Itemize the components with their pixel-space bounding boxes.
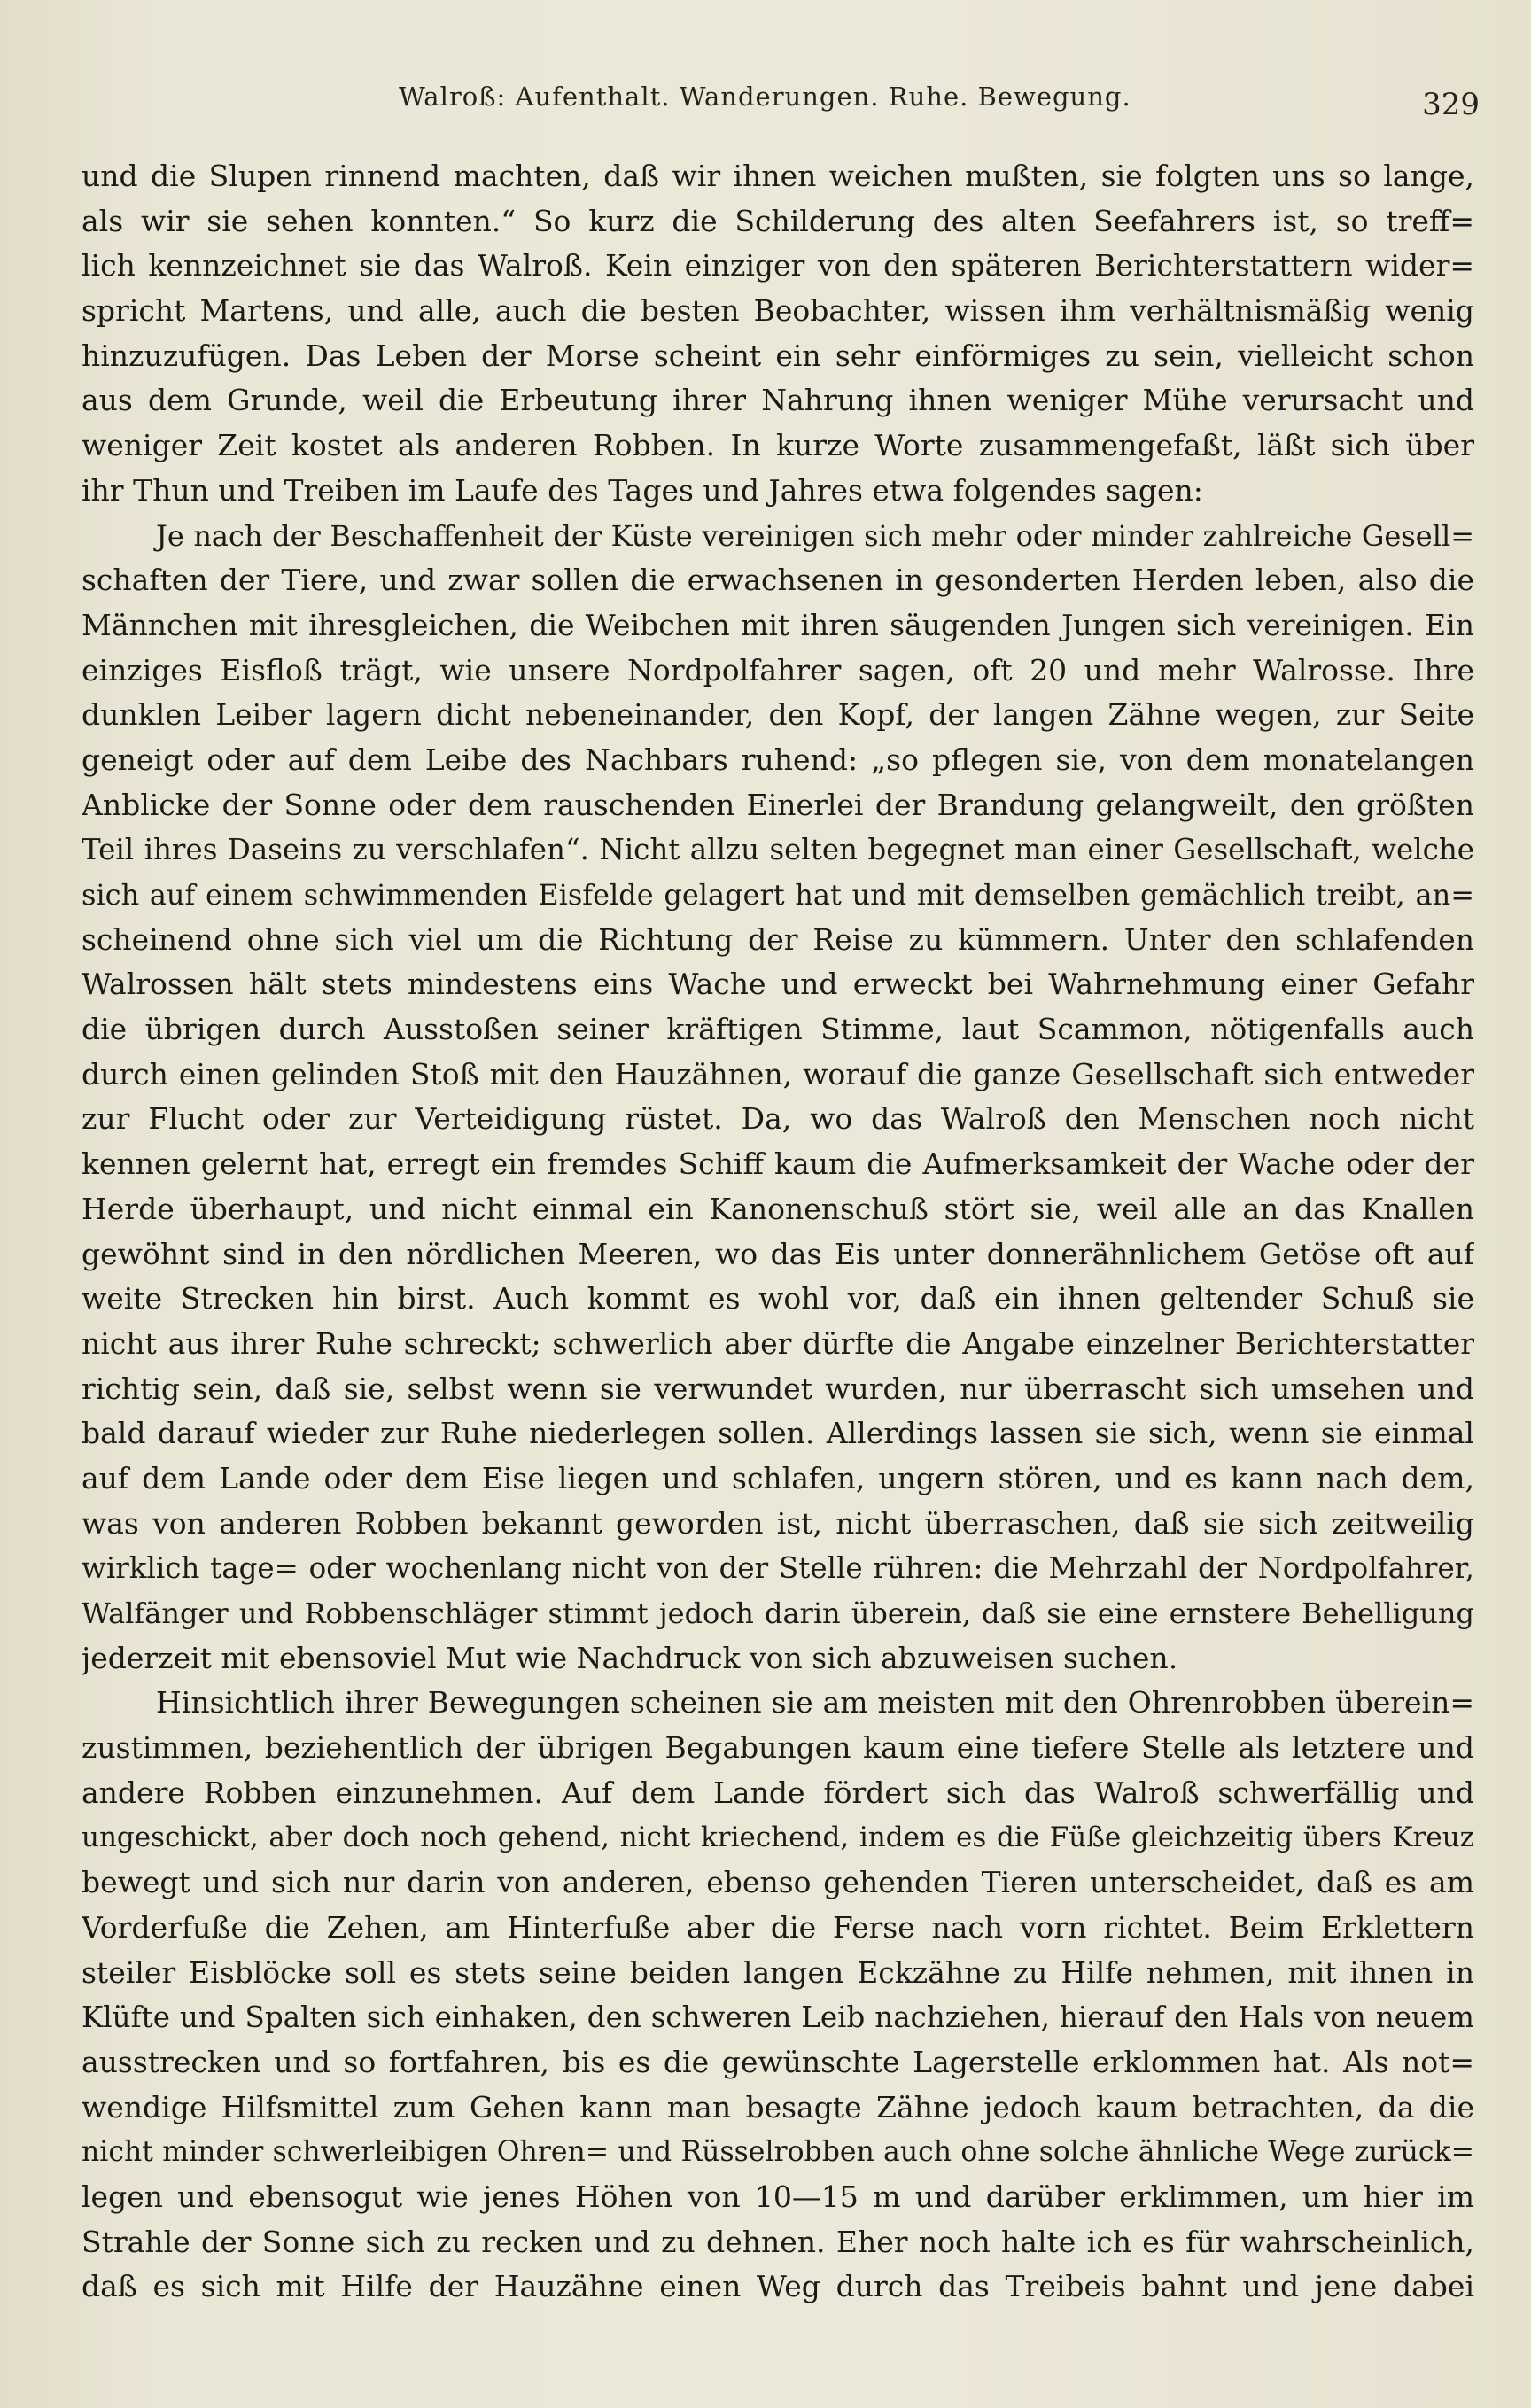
text-line: weite Strecken hin birst. Auch kommt es wohl vor, daß ein ihnen geltender Schuß sie (82, 1281, 1474, 1317)
text-line: Teil ihres Daseins zu verschlafen“. Nicht allzu selten begegnet man einer Gesellschaft, welche (82, 833, 1474, 867)
body-text (82, 154, 1474, 2310)
text-line: Je nach der Beschaffenheit der Küste vereinigen sich mehr oder minder zahlreiche Gesell= (156, 518, 1474, 553)
text-line: andere Robben einzunehmen. Auf dem Lande fördert sich das Walroß schwerfällig und (82, 1775, 1474, 1810)
text-line: jederzeit mit ebensoviel Mut wie Nachdruck von sich abzuweisen suchen. (82, 1640, 1178, 1675)
text-line: nicht minder schwerleibigen Ohren= und Rüsselrobben auch ohne solche ähnliche Wege zurück= (82, 2136, 1474, 2169)
text-line: wirklich tage= oder wochenlang nicht von der Stelle rühren: die Mehrzahl der Nordpolfahrer, (82, 1551, 1474, 1586)
text-line: gewöhnt sind in den nördlichen Meeren, wo das Eis unter donnerähnlichem Getöse oft auf (82, 1236, 1474, 1271)
text-line: steiler Eisblöcke soll es stets seine beiden langen Eckzähne zu Hilfe nehmen, mit ihnen in (82, 1954, 1474, 1990)
text-line: dunklen Leiber lagern dicht nebeneinander, den Kopf, der langen Zähne wegen, zur Seite (82, 697, 1474, 733)
text-line: zur Flucht oder zur Verteidigung rüstet. Da, wo das Walroß den Menschen noch nicht (82, 1101, 1474, 1137)
running-head: Walroß: Aufenthalt. Wanderungen. Ruhe. Bewegung. (399, 82, 1131, 112)
text-line: ihr Thun und Treiben im Laufe des Tages und Jahres etwa folgendes sagen: (82, 472, 1203, 508)
text-line: Herde überhaupt, und nicht einmal ein Kanonenschuß stört sie, weil alle an das Knallen (82, 1191, 1474, 1226)
text-line: als wir sie sehen konnten.“ So kurz die Schilderung des alten Seefahrers ist, so treff= (82, 203, 1474, 238)
text-line: Walfänger und Robbenschläger stimmt jedoch darin überein, daß sie eine ernstere Behelligung (82, 1596, 1474, 1630)
text-line: Männchen mit ihresgleichen, die Weibchen mit ihren säugenden Jungen sich vereinigen. Ein (82, 607, 1474, 642)
text-line: durch einen gelinden Stoß mit den Hauzähnen, worauf die ganze Gesellschaft sich entweder (82, 1056, 1474, 1091)
text-line: Walrossen hält stets mindestens eins Wache und erweckt bei Wahrnehmung einer Gefahr (82, 967, 1474, 1002)
text-line: legen und ebensogut wie jenes Höhen von 10—15 m und darüber erklimmen, um hier im (82, 2179, 1474, 2214)
text-line: zustimmen, beziehentlich der übrigen Begabungen kaum eine tiefere Stelle als letztere und (82, 1730, 1474, 1766)
text-line: und die Slupen rinnend machten, daß wir ihnen weichen mußten, sie folgten uns so lange, (82, 159, 1474, 193)
text-line: Vorderfuße die Zehen, am Hinterfuße aber die Ferse nach vorn richtet. Beim Erklettern (82, 1909, 1474, 1945)
text-line: sich auf einem schwimmenden Eisfelde gelagert hat und mit demselben gemächlich treibt, an= (82, 878, 1474, 912)
text-line: einziges Eisfloß trägt, wie unsere Nordpolfahrer sagen, oft 20 und mehr Walrosse. Ihre (82, 652, 1474, 687)
text-line: scheinend ohne sich viel um die Richtung der Reise zu kümmern. Unter den schlafenden (82, 921, 1474, 957)
text-line: hinzuzufügen. Das Leben der Morse scheint ein sehr einförmiges zu sein, vielleicht schon (82, 338, 1474, 373)
text-line: nicht aus ihrer Ruhe schreckt; schwerlich aber dürfte die Angabe einzelner Berichterstatter (82, 1325, 1474, 1361)
text-line: Strahle der Sonne sich zu recken und zu dehnen. Eher noch halte ich es für wahrscheinlich, (82, 2224, 1474, 2259)
text-line: Anblicke der Sonne oder dem rauschenden Einerlei der Brandung gelangweilt, den größten (82, 787, 1474, 822)
text-line: spricht Martens, und alle, auch die besten Beobachter, wissen ihm verhältnismäßig wenig (82, 293, 1474, 329)
text-line: bald darauf wieder zur Ruhe niederlegen sollen. Allerdings lassen sie sich, wenn sie einmal (82, 1416, 1474, 1451)
text-line: kennen gelernt hat, erregt ein fremdes Schiff kaum die Aufmerksamkeit der Wache oder der (82, 1146, 1474, 1182)
text-line: Klüfte und Spalten sich einhaken, den schweren Leib nachziehen, hierauf den Hals von neuem (82, 2000, 1474, 2035)
text-line: richtig sein, daß sie, selbst wenn sie verwundet wurden, nur überrascht sich umsehen und (82, 1371, 1474, 1406)
text-line: schaften der Tiere, und zwar sollen die erwachsenen in gesonderten Herden leben, also die (82, 563, 1474, 598)
text-line: wendige Hilfsmittel zum Gehen kann man besagte Zähne jedoch kaum betrachten, da die (82, 2089, 1474, 2124)
text-line: ungeschickt, aber doch noch gehend, nicht kriechend, indem es die Füße gleichzeitig übers Kreuz (82, 1822, 1474, 1854)
text-line: ausstrecken und so fortfahren, bis es die gewünschte Lagerstelle erklommen hat. Als not= (82, 2044, 1474, 2079)
text-line: die übrigen durch Ausstoßen seiner kräftigen Stimme, laut Scammon, nötigenfalls auch (82, 1012, 1474, 1047)
text-line: auf dem Lande oder dem Eise liegen und schlafen, ungern stören, und es kann nach dem, (82, 1460, 1474, 1495)
text-line: Hinsichtlich ihrer Bewegungen scheinen sie am meisten mit den Ohrenrobben überein= (156, 1685, 1474, 1721)
text-line: lich kennzeichnet sie das Walroß. Kein einziger von den späteren Berichterstattern wider= (82, 248, 1474, 284)
text-line: aus dem Grunde, weil die Erbeutung ihrer Nahrung ihnen weniger Mühe verursacht und (82, 383, 1474, 418)
page-number: 329 (1422, 87, 1480, 122)
text-line: daß es sich mit Hilfe der Hauzähne einen Weg durch das Treibeis bahnt und jene dabei (82, 2269, 1474, 2304)
text-line: weniger Zeit kostet als anderen Robben. In kurze Worte zusammengefaßt, läßt sich über (82, 428, 1474, 463)
text-line: bewegt und sich nur darin von anderen, ebenso gehenden Tieren unterscheidet, daß es am (82, 1865, 1474, 1900)
text-line: was von anderen Robben bekannt geworden ist, nicht überraschen, daß sie sich zeitweilig (82, 1505, 1474, 1541)
text-line: geneigt oder auf dem Leibe des Nachbars ruhend: „so pflegen sie, von dem monatelangen (82, 742, 1474, 777)
